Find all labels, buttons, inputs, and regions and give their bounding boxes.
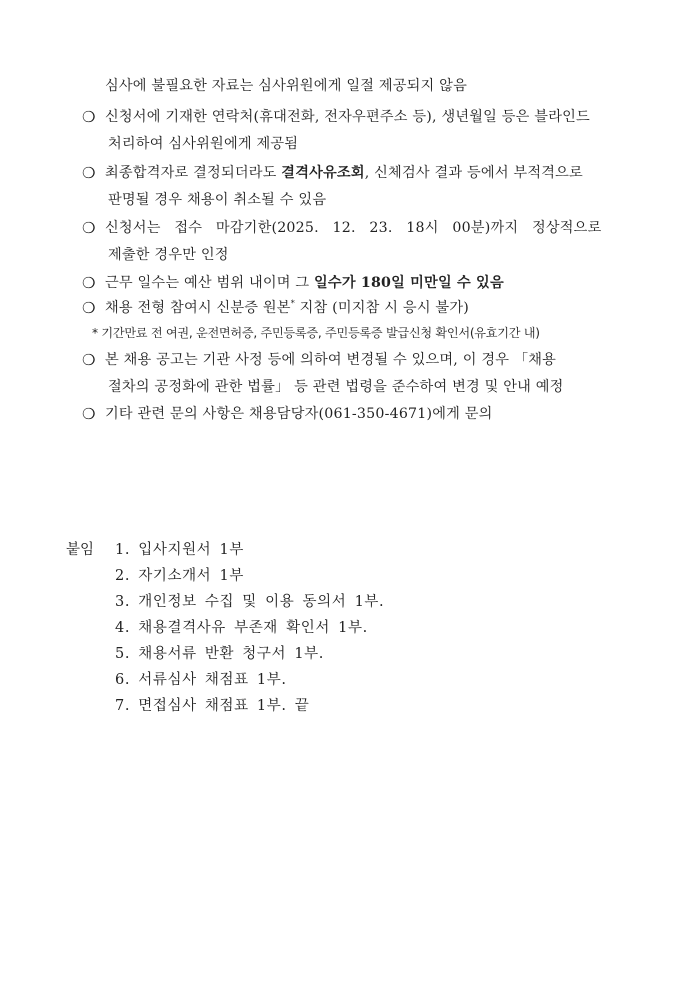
item-5-line-1 (105, 298, 469, 318)
item-1-line-2: 처리하여 심사위원에게 제공됨 (108, 136, 299, 152)
circle-bullet-icon: ❍ (82, 299, 96, 317)
item-continuation-text: 심사에 불필요한 자료는 심사위원에게 일절 제공되지 않음 (105, 78, 467, 94)
attachments-label: 붙임 (66, 542, 95, 558)
item-2-line-1 (105, 163, 583, 183)
attachment-item-5: 5. 채용서류 반환 청구서 1부. (115, 646, 324, 662)
circle-bullet-icon: ❍ (82, 219, 96, 237)
item-6-line-1: 본 채용 공고는 기관 사정 등에 의하여 변경될 수 있으며, 이 경우 「채용 (105, 352, 557, 368)
item-7-line-1: 기타 관련 문의 사항은 채용담당자(061-350-4671)에게 문의 (105, 406, 493, 422)
item-5-footnote: * 기간만료 전 여권, 운전면허증, 주민등록증, 주민등록증 발급신청 확인서(유효기간 내) (92, 326, 540, 340)
item-2-text-post: , 신체검사 결과 등에서 부적격으로 (364, 165, 583, 181)
circle-bullet-icon: ❍ (82, 351, 96, 369)
circle-bullet-icon: ❍ (82, 108, 96, 126)
item-3-line-2: 제출한 경우만 인정 (108, 247, 229, 263)
item-1-line-1: 신청서에 기재한 연락처(휴대전화, 전자우편주소 등), 생년월일 등은 블라인드 (105, 109, 590, 125)
footnote-marker: * (290, 299, 295, 308)
attachment-item-4: 4. 채용결격사유 부존재 확인서 1부. (115, 620, 368, 636)
item-2-text-pre: 최종합격자로 결정되더라도 (105, 165, 282, 181)
item-2-line-2: 판명될 경우 채용이 취소될 수 있음 (108, 192, 327, 208)
item-2-text-bold: 결격사유조회 (281, 165, 365, 181)
item-4-line-1 (105, 273, 504, 293)
attachment-item-6: 6. 서류심사 채점표 1부. (115, 672, 287, 688)
attachment-item-7: 7. 면접심사 채점표 1부. 끝 (115, 698, 310, 714)
item-4-text-pre: 근무 일수는 예산 범위 내이며 그 (105, 275, 315, 291)
attachment-item-1: 1. 입사지원서 1부 (115, 542, 244, 558)
circle-bullet-icon: ❍ (82, 164, 96, 182)
item-5-text-post: 지참 (미지참 시 응시 불가) (294, 300, 469, 316)
circle-bullet-icon: ❍ (82, 405, 96, 423)
item-5-text-pre: 채용 전형 참여시 신분증 원본 (105, 300, 291, 316)
circle-bullet-icon: ❍ (82, 274, 96, 292)
item-3-line-1: 신청서는 접수 마감기한(2025. 12. 23. 18시 00분)까지 정상적으로 (105, 220, 602, 236)
attachment-item-3: 3. 개인정보 수집 및 이용 동의서 1부. (115, 594, 385, 610)
item-6-line-2: 절차의 공정화에 관한 법률」 등 관련 법령을 준수하여 변경 및 안내 예정 (108, 379, 564, 395)
attachment-item-2: 2. 자기소개서 1부 (115, 568, 244, 584)
item-4-text-bold: 일수가 180일 미만일 수 있음 (314, 275, 504, 291)
